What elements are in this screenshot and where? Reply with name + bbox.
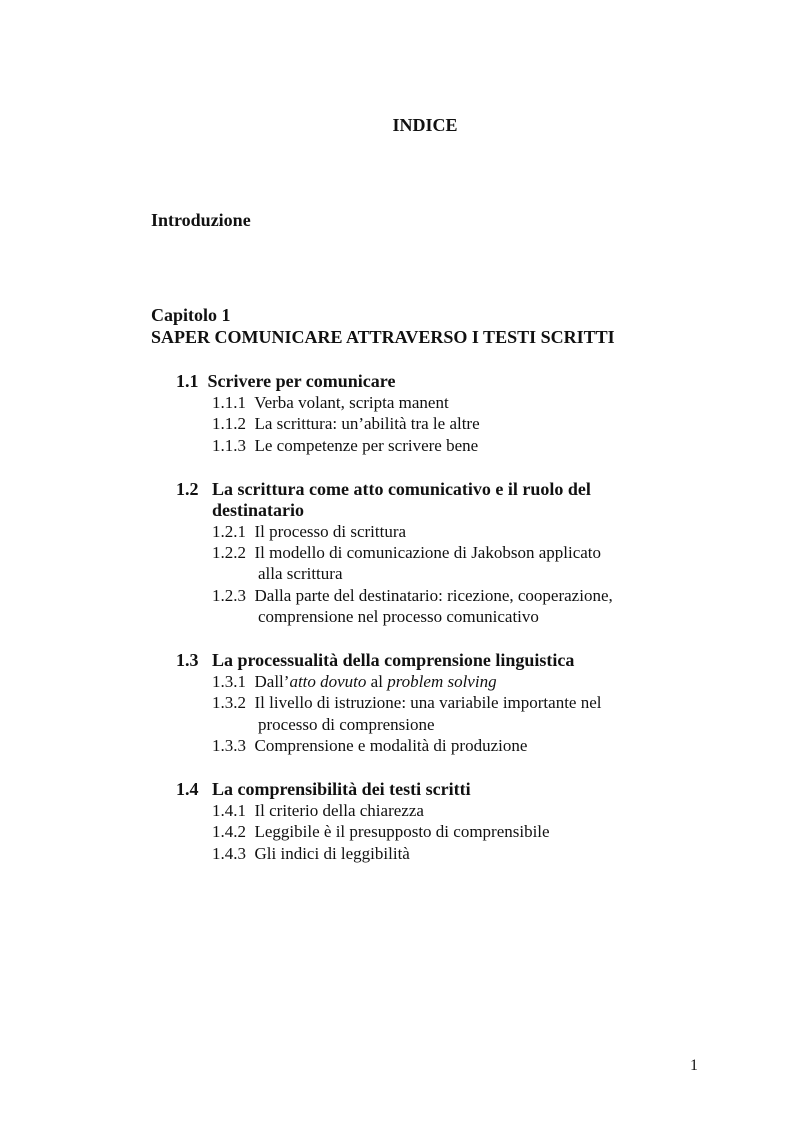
- introduction-heading: Introduzione: [151, 210, 251, 230]
- subsection-number: 1.4.1: [212, 801, 246, 820]
- subsection-number: 1.3.2: [212, 693, 246, 712]
- subsection-title-line1: Il livello di istruzione: una variabile importante nel: [254, 693, 602, 712]
- section-number: 1.1: [176, 371, 199, 391]
- section-title: Scrivere per comunicare: [207, 371, 396, 391]
- subsection-title: Le competenze per scrivere bene: [254, 436, 479, 455]
- subsection-number: 1.4.3: [212, 844, 246, 863]
- subsection-title-line2: comprensione nel processo comunicativo: [258, 607, 539, 626]
- subsection-title-line2: processo di comprensione: [258, 715, 435, 734]
- subsection-1-4-2: [212, 823, 550, 840]
- section-heading-1-1: [176, 372, 395, 390]
- subsection-1-3-3: [212, 737, 527, 754]
- subsection-number: 1.2.2: [212, 543, 246, 562]
- subsection-number: 1.2.3: [212, 586, 246, 605]
- subsection-1-1-3: [212, 437, 478, 454]
- section-heading-1-2: [176, 480, 591, 498]
- subsection-1-3-1: [212, 673, 497, 690]
- subsection-1-1-1: [212, 394, 449, 411]
- subsection-title: Il criterio della chiarezza: [254, 801, 424, 820]
- subsection-title-part1: Dall’: [254, 672, 290, 691]
- chapter-title: SAPER COMUNICARE ATTRAVERSO I TESTI SCRITTI: [151, 327, 615, 347]
- subsection-title-line1: Il modello di comunicazione di Jakobson applicato: [254, 543, 602, 562]
- subsection-title: Comprensione e modalità di produzione: [254, 736, 528, 755]
- subsection-title: Il processo di scrittura: [254, 522, 407, 541]
- subsection-number: 1.3.1: [212, 672, 246, 691]
- subsection-number: 1.1.1: [212, 393, 246, 412]
- subsection-1-2-1: [212, 523, 406, 540]
- subsection-title-line1: Dalla parte del destinatario: ricezione, cooperazione,: [254, 586, 613, 605]
- section-title-line1: La scrittura come atto comunicativo e il ruolo del: [212, 479, 591, 499]
- subsection-1-4-3: [212, 845, 410, 862]
- subsection-title: La scrittura: un’abilità tra le altre: [254, 414, 480, 433]
- subsection-number: 1.1.3: [212, 436, 246, 455]
- chapter-label: Capitolo 1: [151, 305, 231, 325]
- section-number: 1.3: [176, 650, 199, 670]
- subsection-title: Verba volant, scripta manent: [254, 393, 449, 412]
- subsection-1-1-2: [212, 415, 480, 432]
- subsection-number: 1.3.3: [212, 736, 246, 755]
- subsection-1-3-2: [212, 694, 601, 711]
- section-title-line2: destinatario: [212, 500, 304, 520]
- subsection-1-2-2: [212, 544, 601, 561]
- subsection-title: Gli indici di leggibilità: [254, 844, 410, 863]
- page-number: 1: [690, 1057, 698, 1074]
- subsection-title: Leggibile è il presupposto di comprensibile: [254, 822, 550, 841]
- subsection-title-italic1: atto dovuto: [289, 672, 367, 691]
- subsection-number: 1.1.2: [212, 414, 246, 433]
- section-heading-1-4: [176, 780, 471, 798]
- subsection-title-italic2: problem solving: [387, 672, 497, 691]
- section-number: 1.4: [176, 779, 199, 799]
- subsection-number: 1.2.1: [212, 522, 246, 541]
- subsection-1-2-3: [212, 587, 613, 604]
- page-title: INDICE: [392, 115, 458, 135]
- section-heading-1-3: [176, 651, 574, 669]
- subsection-title-part2: al: [366, 672, 388, 691]
- section-title: La comprensibilità dei testi scritti: [212, 779, 471, 799]
- subsection-title-line2: alla scrittura: [258, 564, 343, 583]
- section-title: La processualità della comprensione linguistica: [212, 650, 575, 670]
- section-number: 1.2: [176, 479, 199, 499]
- subsection-number: 1.4.2: [212, 822, 246, 841]
- subsection-1-4-1: [212, 802, 424, 819]
